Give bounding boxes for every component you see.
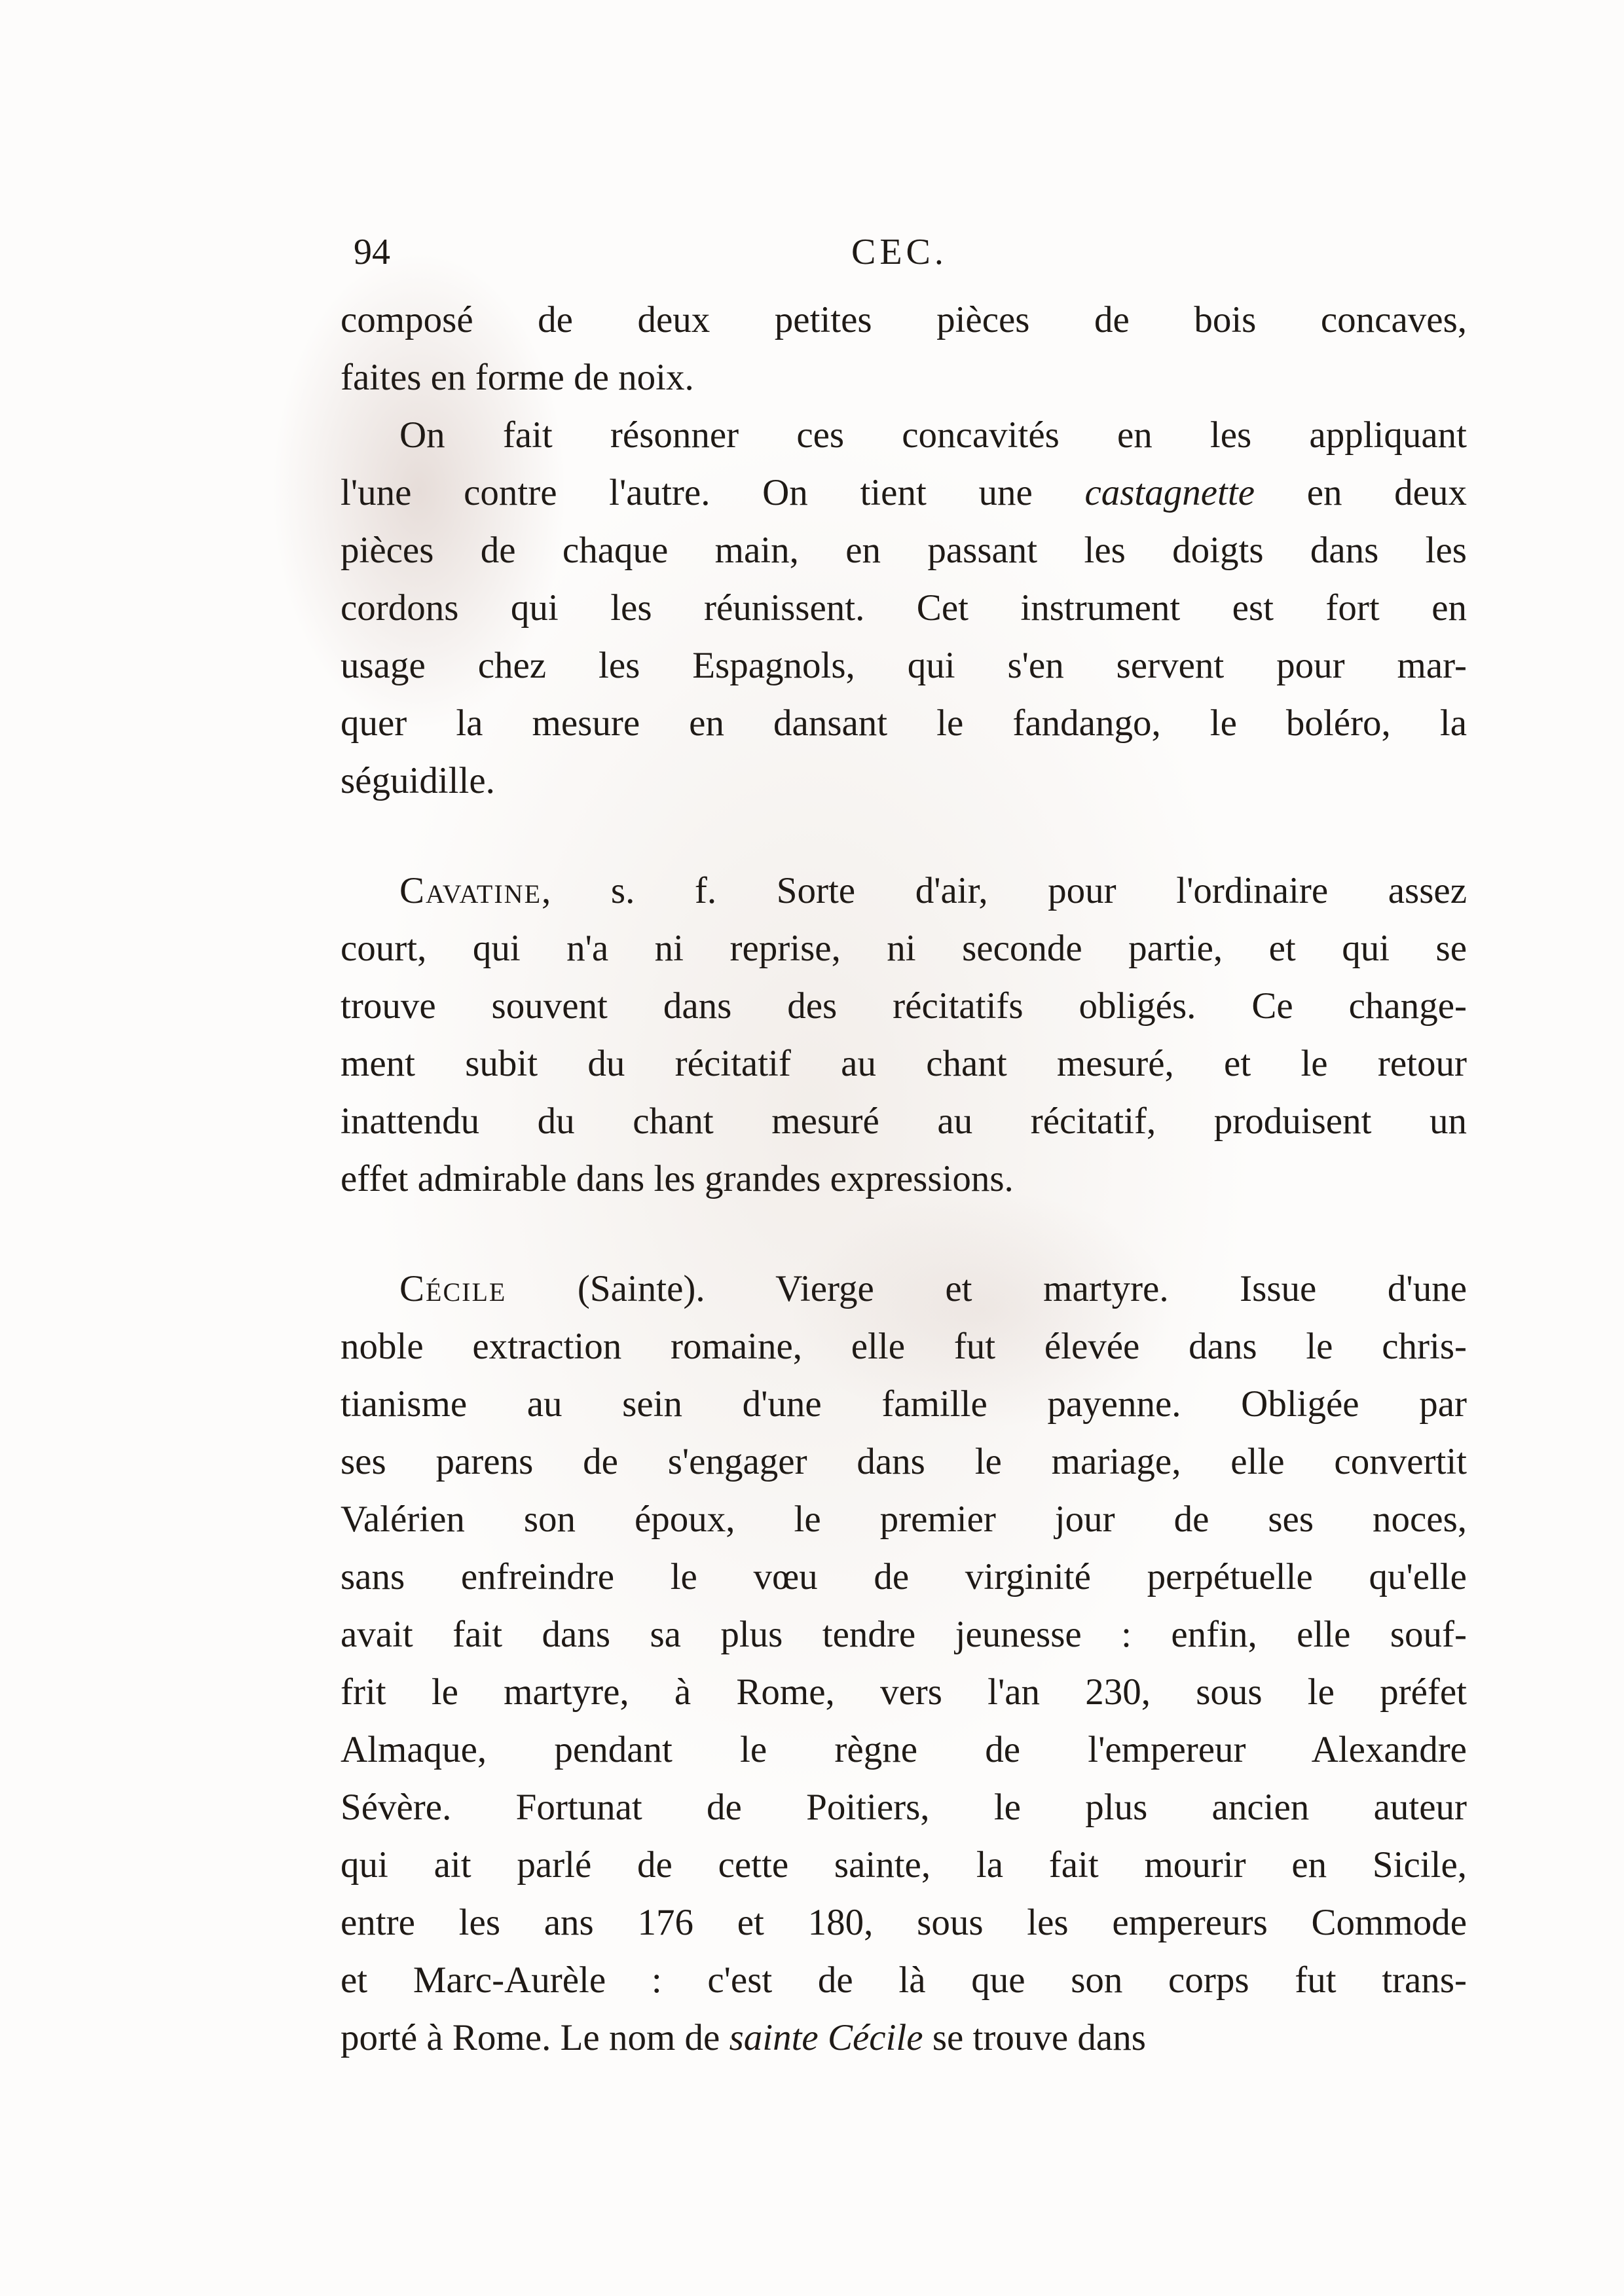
text-line: séguidille. [341,760,495,801]
text-line: noble extraction romaine, elle fut élevée dans le chris- [341,1326,1467,1367]
text-line: faites en forme de noix. [341,357,694,398]
text-line: inattendu du chant mesuré au récitatif, produisent un [341,1101,1467,1142]
text-line: quer la mesure en dansant le fandango, le boléro, la [341,702,1467,744]
italic-term: castagnette [1084,472,1255,513]
text-line: sans enfreindre le vœu de virginité perpétuelle qu'elle [341,1556,1467,1597]
paragraph [341,862,1467,1208]
text-line: Almaque, pendant le règne de l'empereur Alexandre [341,1729,1467,1770]
text-line: frit le martyre, à Rome, vers l'an 230, sous le préfet [341,1671,1467,1713]
text-line: entre les ans 176 et 180, sous les empereurs Commode [341,1902,1467,1943]
running-head: CEC. [851,232,948,272]
italic-term: sainte Cécile [729,2017,923,2058]
text-line: et Marc-Aurèle : c'est de là que son corps fut trans- [341,1959,1467,2001]
page-header [347,223,1460,282]
text-line: ses parens de s'engager dans le mariage, elle convertit [341,1441,1467,1482]
text-line: porté à Rome. Le nom de sainte Cécile se trouve dans [341,2017,1146,2058]
page-number: 94 [354,232,390,272]
text-line: usage chez les Espagnols, qui s'en servent pour mar- [341,645,1467,686]
text-line: avait fait dans sa plus tendre jeunesse : enfin, elle souf- [341,1614,1467,1655]
paragraph [341,407,1467,810]
text-line: trouve souvent dans des récitatifs obligés. Ce change- [341,985,1467,1027]
text-line: qui ait parlé de cette sainte, la fait mourir en Sicile, [341,1844,1467,1886]
text-line: l'une contre l'autre. On tient une castagnette en deux [341,472,1467,513]
text-line: Cavatine, s. f. Sorte d'air, pour l'ordinaire assez [399,870,1467,911]
text-line: pièces de chaque main, en passant les doigts dans les [341,530,1467,571]
paragraph-gap [341,810,1467,862]
paragraph [341,291,1467,407]
text-line: composé de deux petites pièces de bois concaves, [341,299,1467,340]
text-line: Sévère. Fortunat de Poitiers, le plus ancien auteur [341,1787,1467,1828]
text-line: effet admirable dans les grandes expressions. [341,1158,1014,1199]
entry-headword: Cavatine [399,870,542,911]
text-line: On fait résonner ces concavités en les appliquant [399,414,1467,456]
paragraph-gap [341,1208,1467,1260]
text-line: tianisme au sein d'une famille payenne. Obligée par [341,1383,1467,1425]
text-line: cordons qui les réunissent. Cet instrument est fort en [341,587,1467,629]
text-line: court, qui n'a ni reprise, ni seconde partie, et qui se [341,928,1467,969]
body-text [341,291,1467,2067]
paragraph [341,1260,1467,2067]
entry-headword: Cécile [399,1268,507,1309]
text-line: Cécile (Sainte). Vierge et martyre. Issue d'une [399,1268,1467,1309]
text-line: ment subit du récitatif au chant mesuré, et le retour [341,1043,1467,1084]
text-line: Valérien son époux, le premier jour de ses noces, [341,1499,1467,1540]
